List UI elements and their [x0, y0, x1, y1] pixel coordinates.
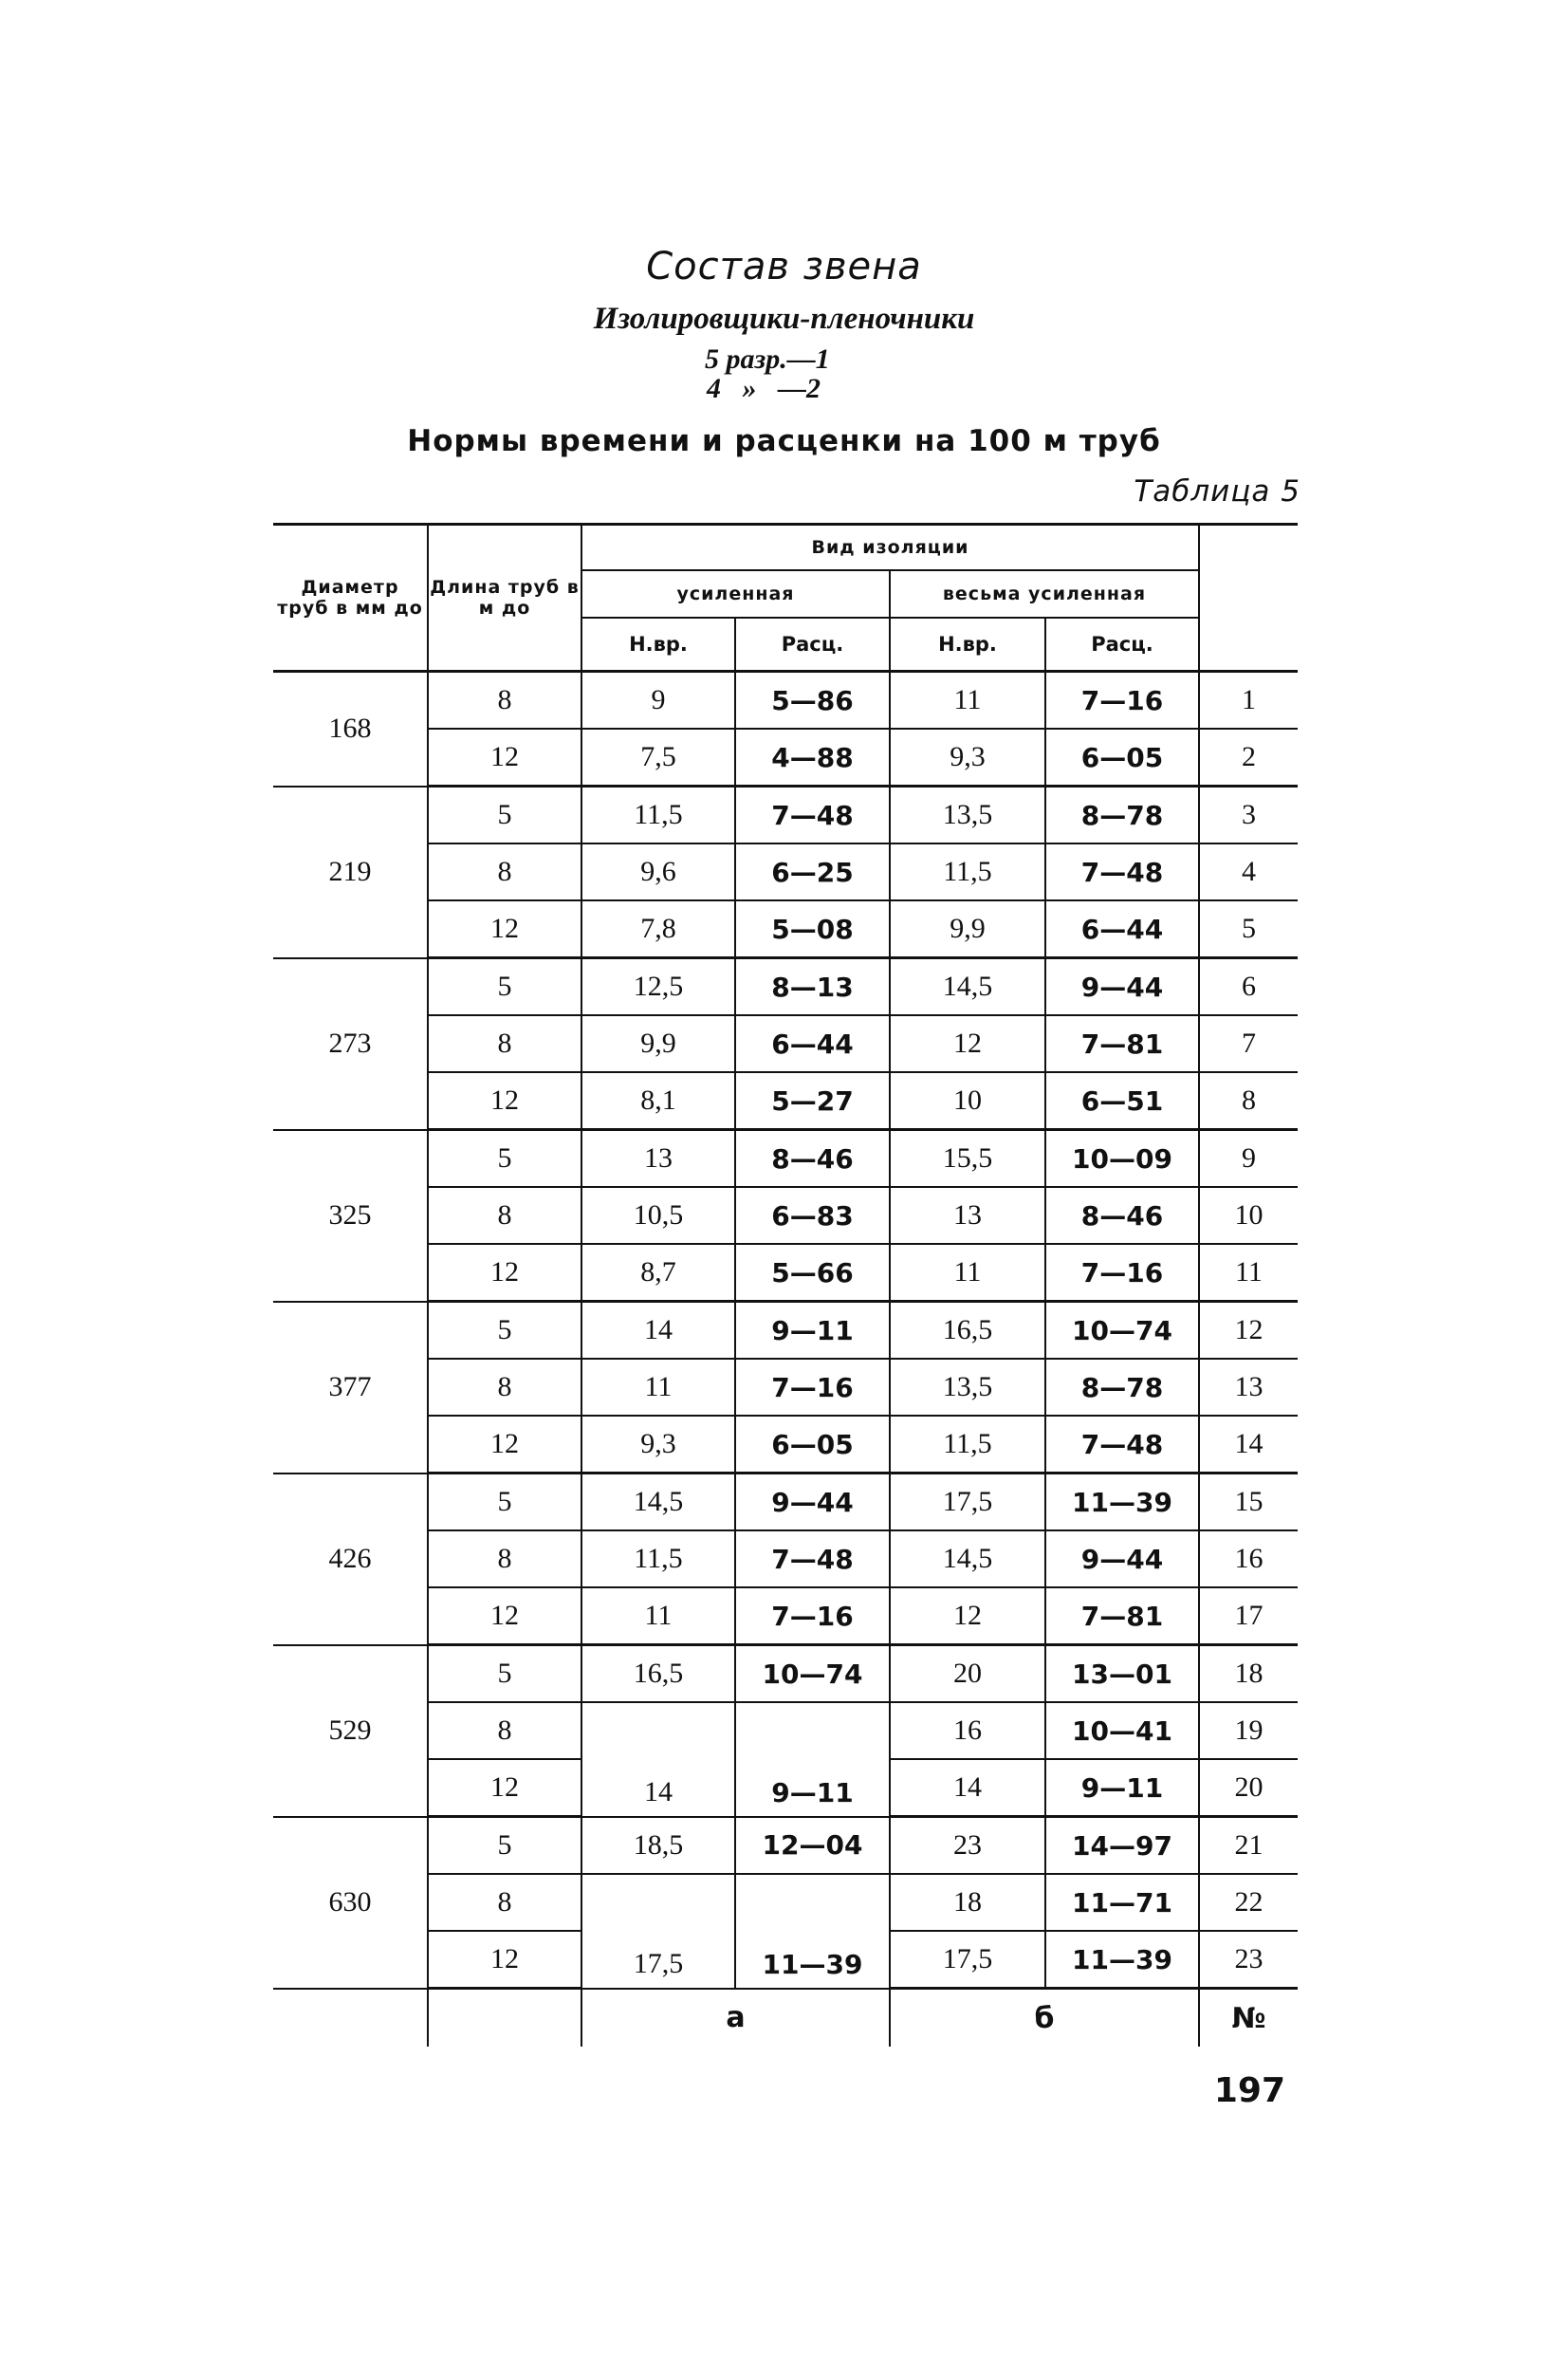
diameter-cell: 630 — [273, 1817, 428, 1989]
b-norm-cell: 13,5 — [890, 1359, 1045, 1416]
row-number-cell: 4 — [1199, 843, 1298, 900]
a-rate-merged-cell: 11—39 — [735, 1874, 890, 1989]
diameter-cell: 426 — [273, 1474, 428, 1645]
b-rate-cell: 8—78 — [1045, 787, 1199, 844]
footer-column-a: а — [581, 1989, 890, 2048]
b-norm-cell: 11 — [890, 672, 1045, 730]
b-norm-cell: 18 — [890, 1874, 1045, 1931]
length-cell: 5 — [428, 787, 581, 844]
footer-number-sign: № — [1199, 1989, 1298, 2048]
a-norm-cell: 7,5 — [581, 729, 735, 787]
length-cell: 5 — [428, 958, 581, 1016]
a-rate-cell: 7—16 — [735, 1587, 890, 1645]
b-norm-cell: 23 — [890, 1817, 1045, 1875]
b-rate-cell: 7—81 — [1045, 1587, 1199, 1645]
row-number-cell: 16 — [1199, 1530, 1298, 1587]
length-cell: 12 — [428, 1072, 581, 1130]
diameter-cell: 273 — [273, 958, 428, 1130]
length-cell: 12 — [428, 900, 581, 958]
b-rate-cell: 11—39 — [1045, 1931, 1199, 1989]
b-rate-cell: 6—44 — [1045, 900, 1199, 958]
b-rate-cell: 11—39 — [1045, 1474, 1199, 1531]
length-cell: 12 — [428, 729, 581, 787]
b-rate-cell: 10—09 — [1045, 1130, 1199, 1188]
diameter-cell: 325 — [273, 1130, 428, 1302]
b-rate-cell: 6—05 — [1045, 729, 1199, 787]
a-norm-cell: 10,5 — [581, 1187, 735, 1244]
section-heading: Нормы времени и расценки на 100 м труб — [407, 424, 1161, 458]
a-norm-merged-cell: 17,5 — [581, 1874, 735, 1989]
b-norm-cell: 14,5 — [890, 958, 1045, 1016]
header-length: Длина труб в м до — [428, 525, 581, 672]
a-norm-cell: 13 — [581, 1130, 735, 1188]
row-number-cell: 18 — [1199, 1645, 1298, 1703]
b-norm-cell: 12 — [890, 1015, 1045, 1072]
a-rate-cell: 7—16 — [735, 1359, 890, 1416]
a-rate-cell: 5—27 — [735, 1072, 890, 1130]
diameter-cell: 529 — [273, 1645, 428, 1817]
header-a-rate: Расц. — [735, 618, 890, 672]
b-norm-cell: 13 — [890, 1187, 1045, 1244]
header-b-rate: Расц. — [1045, 618, 1199, 672]
length-cell: 5 — [428, 1474, 581, 1531]
row-number-cell: 17 — [1199, 1587, 1298, 1645]
a-norm-cell: 8,1 — [581, 1072, 735, 1130]
a-norm-cell: 9,9 — [581, 1015, 735, 1072]
b-rate-cell: 7—81 — [1045, 1015, 1199, 1072]
a-norm-merged-cell: 14 — [581, 1702, 735, 1817]
length-cell: 8 — [428, 1359, 581, 1416]
crew-subtitle: Изолировщики-пленочники — [593, 302, 975, 336]
b-rate-cell: 7—48 — [1045, 843, 1199, 900]
row-number-cell: 23 — [1199, 1931, 1298, 1989]
row-number-cell: 1 — [1199, 672, 1298, 730]
page-title: Состав звена — [646, 245, 922, 288]
row-number-cell: 19 — [1199, 1702, 1298, 1759]
b-rate-cell: 6—51 — [1045, 1072, 1199, 1130]
b-rate-cell: 9—11 — [1045, 1759, 1199, 1817]
length-cell: 8 — [428, 1015, 581, 1072]
row-number-cell: 20 — [1199, 1759, 1298, 1817]
a-norm-cell: 11,5 — [581, 787, 735, 844]
a-norm-cell: 14 — [581, 1302, 735, 1360]
header-b-norm: Н.вр. — [890, 618, 1045, 672]
b-norm-cell: 9,3 — [890, 729, 1045, 787]
length-cell: 8 — [428, 843, 581, 900]
a-norm-cell: 9,3 — [581, 1416, 735, 1474]
a-rate-cell: 6—25 — [735, 843, 890, 900]
b-norm-cell: 12 — [890, 1587, 1045, 1645]
header-insulation-type: Вид изоляции — [581, 525, 1199, 571]
b-norm-cell: 16,5 — [890, 1302, 1045, 1360]
a-rate-cell: 9—44 — [735, 1474, 890, 1531]
header-reinforced: усиленная — [581, 570, 890, 618]
b-norm-cell: 11,5 — [890, 843, 1045, 900]
b-rate-cell: 8—78 — [1045, 1359, 1199, 1416]
b-norm-cell: 14,5 — [890, 1530, 1045, 1587]
footer-blank-length — [428, 1989, 581, 2048]
b-rate-cell: 9—44 — [1045, 958, 1199, 1016]
a-rate-cell: 6—44 — [735, 1015, 890, 1072]
a-norm-cell: 7,8 — [581, 900, 735, 958]
a-norm-cell: 8,7 — [581, 1244, 735, 1302]
b-norm-cell: 9,9 — [890, 900, 1045, 958]
footer-blank-diameter — [273, 1989, 428, 2048]
a-rate-cell: 7—48 — [735, 1530, 890, 1587]
b-norm-cell: 13,5 — [890, 787, 1045, 844]
length-cell: 5 — [428, 1302, 581, 1360]
a-norm-cell: 11 — [581, 1587, 735, 1645]
length-cell: 12 — [428, 1931, 581, 1989]
b-norm-cell: 17,5 — [890, 1931, 1045, 1989]
a-rate-cell: 8—46 — [735, 1130, 890, 1188]
row-number-cell: 14 — [1199, 1416, 1298, 1474]
b-norm-cell: 14 — [890, 1759, 1045, 1817]
b-norm-cell: 10 — [890, 1072, 1045, 1130]
length-cell: 8 — [428, 672, 581, 730]
b-rate-cell: 7—16 — [1045, 1244, 1199, 1302]
length-cell: 8 — [428, 1187, 581, 1244]
length-cell: 8 — [428, 1530, 581, 1587]
b-rate-cell: 14—97 — [1045, 1817, 1199, 1875]
length-cell: 5 — [428, 1645, 581, 1703]
crew-grade-line-2: 4 » —2 — [707, 373, 821, 404]
row-number-cell: 15 — [1199, 1474, 1298, 1531]
a-rate-cell: 5—08 — [735, 900, 890, 958]
b-norm-cell: 11 — [890, 1244, 1045, 1302]
b-norm-cell: 20 — [890, 1645, 1045, 1703]
a-norm-cell: 9 — [581, 672, 735, 730]
row-number-cell: 12 — [1199, 1302, 1298, 1360]
length-cell: 12 — [428, 1416, 581, 1474]
row-number-cell: 22 — [1199, 1874, 1298, 1931]
a-norm-cell: 12,5 — [581, 958, 735, 1016]
row-number-cell: 8 — [1199, 1072, 1298, 1130]
diameter-cell: 168 — [273, 672, 428, 787]
row-number-cell: 11 — [1199, 1244, 1298, 1302]
row-number-cell: 3 — [1199, 787, 1298, 844]
a-rate-merged-cell: 9—11 — [735, 1702, 890, 1817]
a-rate-cell: 12—04 — [735, 1817, 890, 1875]
b-rate-cell: 11—71 — [1045, 1874, 1199, 1931]
page-number: 197 — [1213, 2071, 1285, 2110]
diameter-cell: 377 — [273, 1302, 428, 1474]
norms-table — [273, 523, 1298, 2047]
b-rate-cell: 10—74 — [1045, 1302, 1199, 1360]
length-cell: 5 — [428, 1130, 581, 1188]
a-norm-cell: 18,5 — [581, 1817, 735, 1875]
a-rate-cell: 10—74 — [735, 1645, 890, 1703]
length-cell: 8 — [428, 1874, 581, 1931]
a-norm-cell: 16,5 — [581, 1645, 735, 1703]
b-rate-cell: 7—48 — [1045, 1416, 1199, 1474]
a-rate-cell: 6—83 — [735, 1187, 890, 1244]
b-norm-cell: 11,5 — [890, 1416, 1045, 1474]
a-rate-cell: 8—13 — [735, 958, 890, 1016]
header-a-norm: Н.вр. — [581, 618, 735, 672]
row-number-cell: 7 — [1199, 1015, 1298, 1072]
table-label: Таблица 5 — [1134, 474, 1301, 509]
a-norm-cell: 14,5 — [581, 1474, 735, 1531]
a-norm-cell: 9,6 — [581, 843, 735, 900]
length-cell: 5 — [428, 1817, 581, 1875]
b-rate-cell: 10—41 — [1045, 1702, 1199, 1759]
row-number-cell: 6 — [1199, 958, 1298, 1016]
a-rate-cell: 5—86 — [735, 672, 890, 730]
length-cell: 12 — [428, 1244, 581, 1302]
b-norm-cell: 17,5 — [890, 1474, 1045, 1531]
header-number-blank — [1199, 525, 1298, 672]
header-diameter: Диаметр труб в мм до — [273, 525, 428, 672]
a-rate-cell: 6—05 — [735, 1416, 890, 1474]
b-norm-cell: 16 — [890, 1702, 1045, 1759]
a-norm-cell: 11 — [581, 1359, 735, 1416]
b-rate-cell: 8—46 — [1045, 1187, 1199, 1244]
row-number-cell: 2 — [1199, 729, 1298, 787]
a-rate-cell: 4—88 — [735, 729, 890, 787]
row-number-cell: 13 — [1199, 1359, 1298, 1416]
footer-column-b: б — [890, 1989, 1199, 2048]
crew-grade-line-1: 5 разр.—1 — [705, 343, 830, 375]
header-very-reinforced: весьма усиленная — [890, 570, 1199, 618]
diameter-cell: 219 — [273, 787, 428, 958]
b-rate-cell: 13—01 — [1045, 1645, 1199, 1703]
row-number-cell: 10 — [1199, 1187, 1298, 1244]
a-norm-cell: 11,5 — [581, 1530, 735, 1587]
row-number-cell: 9 — [1199, 1130, 1298, 1188]
b-norm-cell: 15,5 — [890, 1130, 1045, 1188]
b-rate-cell: 7—16 — [1045, 672, 1199, 730]
row-number-cell: 5 — [1199, 900, 1298, 958]
length-cell: 8 — [428, 1702, 581, 1759]
length-cell: 12 — [428, 1759, 581, 1817]
a-rate-cell: 7—48 — [735, 787, 890, 844]
a-rate-cell: 5—66 — [735, 1244, 890, 1302]
length-cell: 12 — [428, 1587, 581, 1645]
row-number-cell: 21 — [1199, 1817, 1298, 1875]
b-rate-cell: 9—44 — [1045, 1530, 1199, 1587]
a-rate-cell: 9—11 — [735, 1302, 890, 1360]
